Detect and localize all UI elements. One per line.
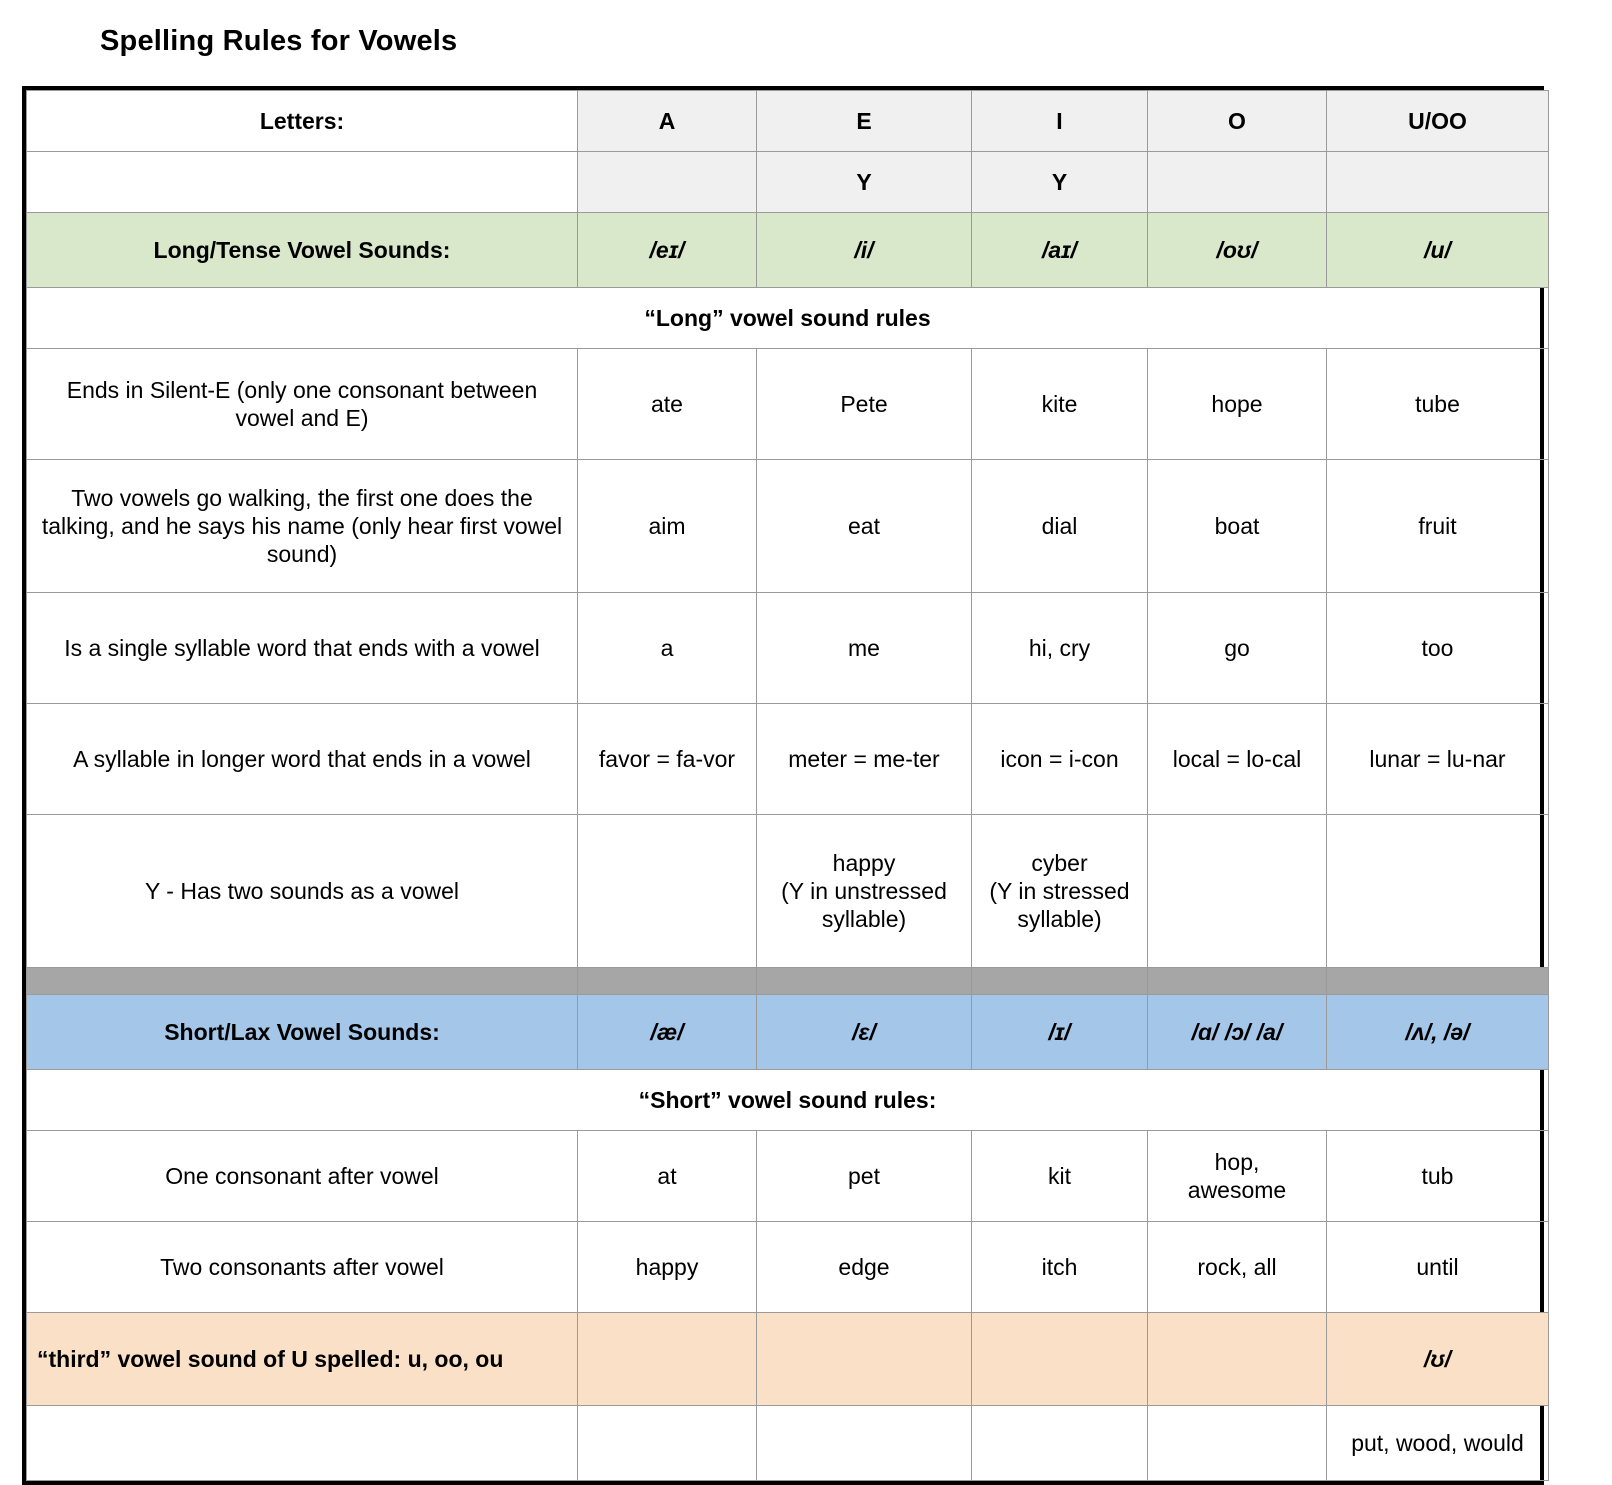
cell-a: happy — [578, 1222, 757, 1313]
separator-cell — [972, 968, 1148, 995]
third-examples-label — [27, 1406, 578, 1481]
cell-i: icon = i-con — [972, 704, 1148, 815]
cell-o: hope — [1148, 349, 1327, 460]
table-row — [27, 704, 1549, 815]
third-cell-o — [1148, 1313, 1327, 1406]
cell-u: lunar = lu-nar — [1327, 704, 1549, 815]
cell-a: aim — [578, 460, 757, 593]
cell-a: favor = fa-vor — [578, 704, 757, 815]
cell-e: meter = me-ter — [757, 704, 972, 815]
short-lax-band-row — [27, 995, 1549, 1070]
cell-a — [578, 815, 757, 968]
short-sound-e: /ɛ/ — [757, 995, 972, 1070]
letter-header-a: A — [578, 91, 757, 152]
table-row — [27, 1131, 1549, 1222]
third-cell-e — [757, 1313, 972, 1406]
cell-o: boat — [1148, 460, 1327, 593]
cell-i: kite — [972, 349, 1148, 460]
cell-o: go — [1148, 593, 1327, 704]
cell-e: happy (Y in unstressed syllable) — [757, 815, 972, 968]
short-section-title-row — [27, 1070, 1549, 1131]
long-sound-a: /eɪ/ — [578, 213, 757, 288]
separator-cell — [1148, 968, 1327, 995]
separator-cell — [27, 968, 578, 995]
rule-label: Two vowels go walking, the first one does the talking, and he says his name (only hear first vowel sound) — [27, 460, 578, 593]
spelling-rules-table — [26, 90, 1549, 1481]
table-row — [27, 349, 1549, 460]
cell-o: local = lo-cal — [1148, 704, 1327, 815]
long-section-title: “Long” vowel sound rules — [27, 288, 1549, 349]
cell-e: pet — [757, 1131, 972, 1222]
cell-u: tube — [1327, 349, 1549, 460]
cell-a: at — [578, 1131, 757, 1222]
cell-i: dial — [972, 460, 1148, 593]
rule-label: Y - Has two sounds as a vowel — [27, 815, 578, 968]
y-header-e: Y — [757, 152, 972, 213]
table-row — [27, 593, 1549, 704]
letter-header-o: O — [1148, 91, 1327, 152]
cell-o: hop, awesome — [1148, 1131, 1327, 1222]
third-cell-a — [578, 1313, 757, 1406]
short-sound-o: /ɑ/ /ɔ/ /a/ — [1148, 995, 1327, 1070]
section-separator — [27, 968, 1549, 995]
short-sound-u: /ʌ/, /ə/ — [1327, 995, 1549, 1070]
third-example-e — [757, 1406, 972, 1481]
cell-i: itch — [972, 1222, 1148, 1313]
cell-e: me — [757, 593, 972, 704]
cell-e: Pete — [757, 349, 972, 460]
separator-cell — [757, 968, 972, 995]
long-sound-e: /i/ — [757, 213, 972, 288]
short-section-title: “Short” vowel sound rules: — [27, 1070, 1549, 1131]
cell-i: cyber (Y in stressed syllable) — [972, 815, 1148, 968]
table-row — [27, 1222, 1549, 1313]
y-row-label — [27, 152, 578, 213]
y-header-u — [1327, 152, 1549, 213]
third-example-u: put, wood, would — [1327, 1406, 1549, 1481]
third-cell-i — [972, 1313, 1148, 1406]
cell-e: edge — [757, 1222, 972, 1313]
separator-cell — [1327, 968, 1549, 995]
cell-u — [1327, 815, 1549, 968]
third-vowel-label: “third” vowel sound of U spelled: u, oo, ou — [27, 1313, 578, 1406]
separator-cell — [578, 968, 757, 995]
rule-label: Is a single syllable word that ends with a vowel — [27, 593, 578, 704]
rule-label: A syllable in longer word that ends in a vowel — [27, 704, 578, 815]
cell-u: until — [1327, 1222, 1549, 1313]
short-lax-label: Short/Lax Vowel Sounds: — [27, 995, 578, 1070]
long-sound-o: /oʊ/ — [1148, 213, 1327, 288]
third-vowel-band-row — [27, 1313, 1549, 1406]
cell-a: a — [578, 593, 757, 704]
long-section-title-row — [27, 288, 1549, 349]
cell-o: rock, all — [1148, 1222, 1327, 1313]
cell-i: hi, cry — [972, 593, 1148, 704]
table-row — [27, 815, 1549, 968]
letters-label: Letters: — [27, 91, 578, 152]
letter-header-e: E — [757, 91, 972, 152]
cell-u: tub — [1327, 1131, 1549, 1222]
y-header-a — [578, 152, 757, 213]
letter-header-u: U/OO — [1327, 91, 1549, 152]
letter-header-i: I — [972, 91, 1148, 152]
cell-i: kit — [972, 1131, 1148, 1222]
y-header-i: Y — [972, 152, 1148, 213]
rule-label: Two consonants after vowel — [27, 1222, 578, 1313]
page-title: Spelling Rules for Vowels — [100, 25, 458, 57]
long-sound-u: /u/ — [1327, 213, 1549, 288]
rule-label: Ends in Silent-E (only one consonant between vowel and E) — [27, 349, 578, 460]
table-row — [27, 460, 1549, 593]
third-vowel-examples-row — [27, 1406, 1549, 1481]
third-cell-u: /ʊ/ — [1327, 1313, 1549, 1406]
long-tense-band-row — [27, 213, 1549, 288]
third-example-a — [578, 1406, 757, 1481]
header-row-y — [27, 152, 1549, 213]
y-header-o — [1148, 152, 1327, 213]
long-sound-i: /aɪ/ — [972, 213, 1148, 288]
short-sound-i: /ɪ/ — [972, 995, 1148, 1070]
third-example-i — [972, 1406, 1148, 1481]
header-row-letters — [27, 91, 1549, 152]
rule-label: One consonant after vowel — [27, 1131, 578, 1222]
cell-a: ate — [578, 349, 757, 460]
long-tense-label: Long/Tense Vowel Sounds: — [27, 213, 578, 288]
cell-u: fruit — [1327, 460, 1549, 593]
cell-o — [1148, 815, 1327, 968]
short-sound-a: /æ/ — [578, 995, 757, 1070]
cell-e: eat — [757, 460, 972, 593]
spelling-rules-table-container — [22, 86, 1544, 1485]
cell-u: too — [1327, 593, 1549, 704]
third-example-o — [1148, 1406, 1327, 1481]
